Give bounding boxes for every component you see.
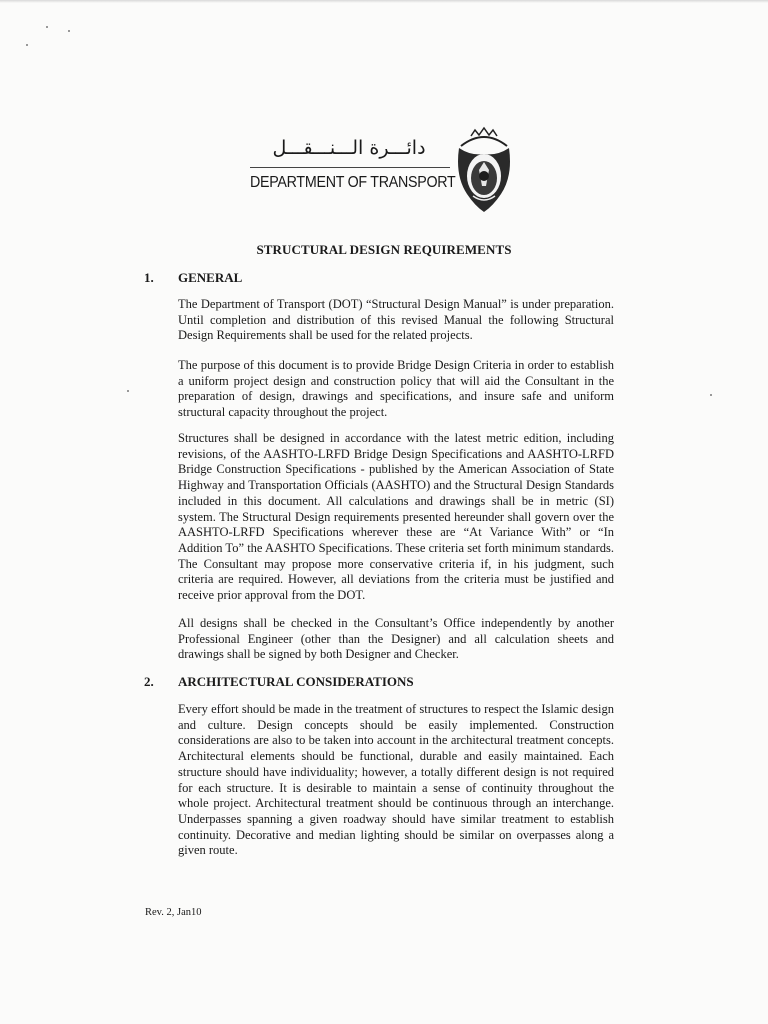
paragraph: All designs shall be checked in the Consultant’s Office independently by another Professional Engineer (other than the Designer) and all calculation sheets and drawings shall be signed by both Designer and Checker. — [178, 616, 614, 662]
section-number: 2. — [144, 674, 154, 689]
abu-dhabi-emblem-icon — [453, 126, 515, 214]
scan-speck — [68, 30, 70, 32]
section-title: GENERAL — [178, 270, 243, 285]
paragraph: The purpose of this document is to provide Bridge Design Criteria in order to establish a uniform project design and construction policy that will aid the Consultant in the preparation of design, drawings and specifications, and insure safe and uniform structural capacity throughout the project. — [178, 358, 614, 420]
scan-speck — [46, 26, 48, 28]
paragraph: The Department of Transport (DOT) “Structural Design Manual” is under preparation. Until completion and distribution of this revised Manual the following Structural Design Requirements shall be used for the related projects. — [178, 297, 614, 343]
paragraph: Every effort should be made in the treatment of structures to respect the Islamic design and culture. Design concepts should be easily implemented. Construction considerations are also to be taken into account in the architectural treatment concepts. Architectural elements should be functional, durable and easily maintained. Each structure should have individuality; however, a totally different design is not required for each structure. It is desirable to maintain a sense of continuity throughout the whole project. Architectural treatment should be continuous through an interchange. Underpasses spanning a given roadway should have similar treatment to establish continuity. Decorative and median lighting should be similar on overpasses along a given route. — [178, 702, 614, 858]
department-name: DEPARTMENT OF TRANSPORT — [250, 174, 456, 191]
department-logo — [248, 126, 523, 216]
paragraph: Structures shall be designed in accordance with the latest metric edition, including revisions, of the AASHTO-LRFD Bridge Design Specifications and AASHTO-LRFD Bridge Construction Specifications - published by the American Association of State Highway and Transportation Officials (AASHTO) and the Structural Design Standards included in this document. All calculations and drawings shall be in metric (SI) system. The Structural Design requirements presented hereunder shall govern over the AASHTO-LRFD Specifications wherever these are “At Variance With” or “In Addition To” the AASHTO Specifications. These criteria set forth minimum standards. The Consultant may propose more conservative criteria if, in his judgment, such criteria are required. However, all deviations from the criteria must be justified and receive prior approval from the DOT. — [178, 431, 614, 603]
arabic-department-name: دائـــرة الـــنـــقـــل — [272, 137, 426, 159]
scan-speck — [127, 390, 129, 392]
scan-speck — [26, 44, 28, 46]
scan-speck — [710, 394, 712, 396]
logo-divider — [250, 167, 450, 168]
revision-footer: Rev. 2, Jan10 — [145, 907, 202, 918]
section-number: 1. — [144, 270, 154, 285]
section-title: ARCHITECTURAL CONSIDERATIONS — [178, 674, 414, 689]
document-title: STRUCTURAL DESIGN REQUIREMENTS — [256, 242, 512, 257]
scan-edge — [0, 0, 768, 3]
